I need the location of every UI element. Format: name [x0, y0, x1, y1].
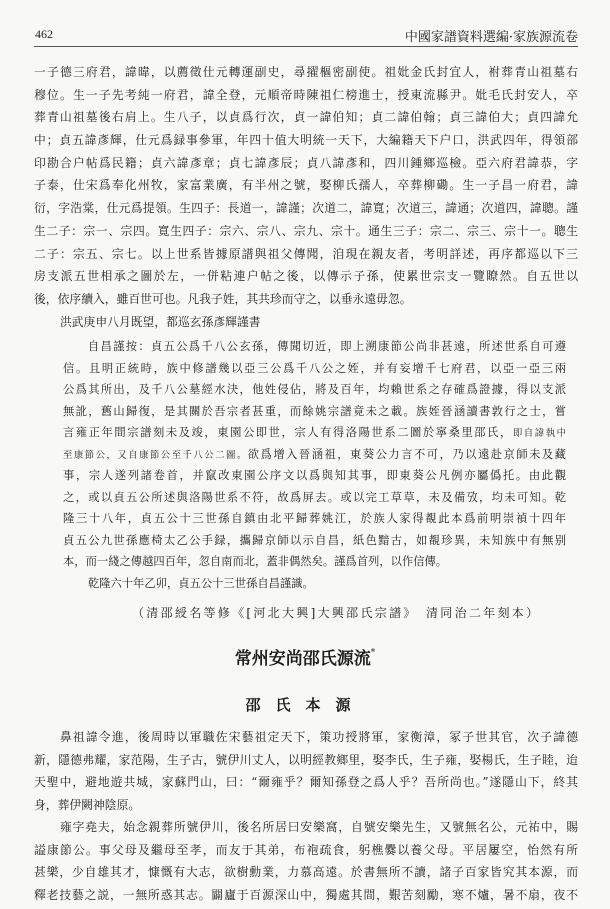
text-line: 葬青山祖墓後右肩上。生八子，以貞爲行次，貞一諱伯知；貞二諱伯翰；貞三諱伯大；貞四諱允 — [34, 110, 578, 125]
note-line — [63, 422, 566, 444]
editor-note — [63, 336, 566, 594]
note-line: 隆三十八年，貞五公十三世孫自鎮由北平歸葬姚江，於族人家得覩此本爲前明崇禎十四年 — [63, 512, 566, 525]
page-header — [34, 24, 578, 47]
note-line: 事，宗人遂列諸卷首，并竄改東園公序文以爲與知其事，即東葵公凡例亦屬僞托。由此觀 — [63, 469, 566, 482]
text-line: 中；貞五諱彥輝，仕元爲録事參軍，年四十值大明統一天下，大編籍天下户口，洪武四年，得領部 — [34, 133, 578, 148]
text-line: 謚康節公。事父母及繼母至孝，而友于其弟，布袍疏食，躬樵爨以養父母。平居屢空，怡然有所 — [34, 842, 578, 857]
note-line: 本，而一綫之傳越四百年，忽自南而北，蓋非偶然矣。謹爲首列，以作信傳。 — [63, 555, 448, 568]
text-line: 房支派五世相承之圖於左，一併粘連户帖之後，以傳示子孫，使累世宗支一覽瞭然。自五世以 — [34, 269, 578, 284]
note-line: 貞五公九世孫應椅太乙公手録，攜歸京師以示自昌，紙色黯古，如覩珍異，未知族中有無别 — [63, 533, 566, 547]
note-line: 自昌謹按：貞五公爲千八公玄孫，傳聞切近，即上溯康節公尚非甚遠，所述世系自可遵 — [87, 340, 566, 353]
text-line: 後，依序續入，雖百世可也。凡我子姓，其共珍而守之，以垂永遠毋忽。 — [34, 291, 412, 306]
note-date: 乾隆六十年乙卯，貞五公十三世孫自昌謹識。 — [87, 576, 314, 590]
page-number: 462 — [35, 27, 53, 41]
preface-signature: 洪武庚申八月既望，都巡玄孫彥輝謹書 — [59, 314, 261, 329]
inline-annotation: 即自諱執中 — [512, 428, 566, 439]
text-line: 甚樂，少自雄其才，慷慨有大志，欲樹勳業，力慕高遠。於書無所不讀，諸子百家皆究其本源，而 — [34, 865, 578, 879]
note-line: 信。且明正統時，族中修譜幾以亞三公爲千八公之姪，并有妄增千七府君，以亞一亞三兩 — [63, 361, 566, 375]
text-line: 釋老技藝之説，一無所惑其志。闢廬于百源深山中，獨處其間，艱苦刻勵，寒不爐，暑不扇，夜不 — [34, 887, 578, 902]
preface-text — [34, 61, 578, 333]
running-title: 中國家譜資料選編·家族源流卷 — [404, 30, 578, 45]
text-line: 雍字堯夫，始念親葬所號伊川，後名所居曰安樂窩，自號安樂先生，又號無名公，元祐中，賜 — [59, 820, 578, 834]
text-line: 鼻祖諱令進，後周時以軍職佐宋藝祖定天下，策功授將軍，家衡漳，冢子世其官，次子諱德 — [59, 730, 578, 744]
note-line: 之，或以貞五公所述與洛陽世系不符，故爲屏去。或以完工草草，未及備攷，均未可知。乾 — [63, 490, 566, 504]
text-line: 新，隱德弗耀，家范陽，生子古，號伊川丈人，以明經教鄉里，娶李氏，生子雍，娶楊氏，生子睦，迨 — [34, 752, 578, 767]
text-line: 二子：宗五、宗七。以上世系皆據原譜與祖父傳聞，洎現在親友者，考明詳述，再序都巡以下三 — [34, 246, 578, 261]
text-line: 身，葬伊闕神陰原。 — [34, 797, 141, 812]
note-line-text: 欲爲增入晉涵祖，東葵公力言不可，乃以遠赴京師未及藏 — [247, 447, 566, 461]
text-line: 穆位。生一子先考純一府君，諱全登，元順帝時陳祖仁榜進士，授東流縣尹。妣毛氏封安人，卒 — [34, 87, 578, 102]
text-line: 生二子：宗一、宗四。寬生四子：宗六、宗八、宗九、宗十。通生三子：宗二、宗三、宗十一。聰生 — [34, 223, 578, 238]
section-title-text: 常州安尚邵氏源流 — [234, 649, 371, 669]
text-line: 印勘合户帖爲民籍；貞六諱彥章；貞七諱彥辰；貞八諱彥和，四川鍾鄉巡檢。亞六府君諱恭，字 — [34, 155, 578, 170]
note-line: 無訛，舊山歸復，是其關於吾宗者甚重，而餘姚宗譜竟未之載。族姪晉涵讀書敦行之士，嘗 — [63, 404, 566, 418]
section-subtitle: 邵 氏 本 源 — [245, 696, 351, 714]
text-line: 天聖中，避地遊共城，家蘇門山，曰：“爾雍乎？爾知孫登之爲人乎？吾所尚也。”遂隱山下，終其 — [34, 775, 578, 789]
text-line: 一子德三府君，諱暐，以薦徵仕元轉運副史，尋擢樞密副使。祖妣金氏封宜人，祔葬青山祖墓右 — [34, 65, 578, 79]
note-line-text: 言雍正年間宗譜刻未及竣，東園公即世，宗人有得洛陽世系二圖於寧桑里邵氏， — [63, 426, 513, 439]
section-body — [34, 726, 578, 906]
text-line: 子泰，仕宋爲奉化州牧，家富業廣，有半州之號，娶柳氏孺人，卒葬柳磡。生一子昌一府君，諱 — [34, 178, 578, 193]
footnote-mark: * — [370, 648, 376, 658]
note-line: 公爲其所出，及千八公墓經水決，他姓侵佔，將及百年，均賴世系之存確爲證據，得以支派 — [63, 383, 566, 396]
source-citation: （清邵綬名等修《[河北大興]大興邵氏宗譜》 清同治二年刻本） — [132, 606, 541, 620]
inline-annotation: 至康節公，又自康節公至千八公二圖。 — [63, 449, 248, 461]
text-line: 衍，字浩棠，仕元爲提領。生四子：長道一，諱謹；次道二，諱寬；次道三，諱通；次道四，諱聰。謹 — [34, 201, 578, 216]
note-line — [63, 444, 566, 466]
section-title — [0, 644, 610, 674]
